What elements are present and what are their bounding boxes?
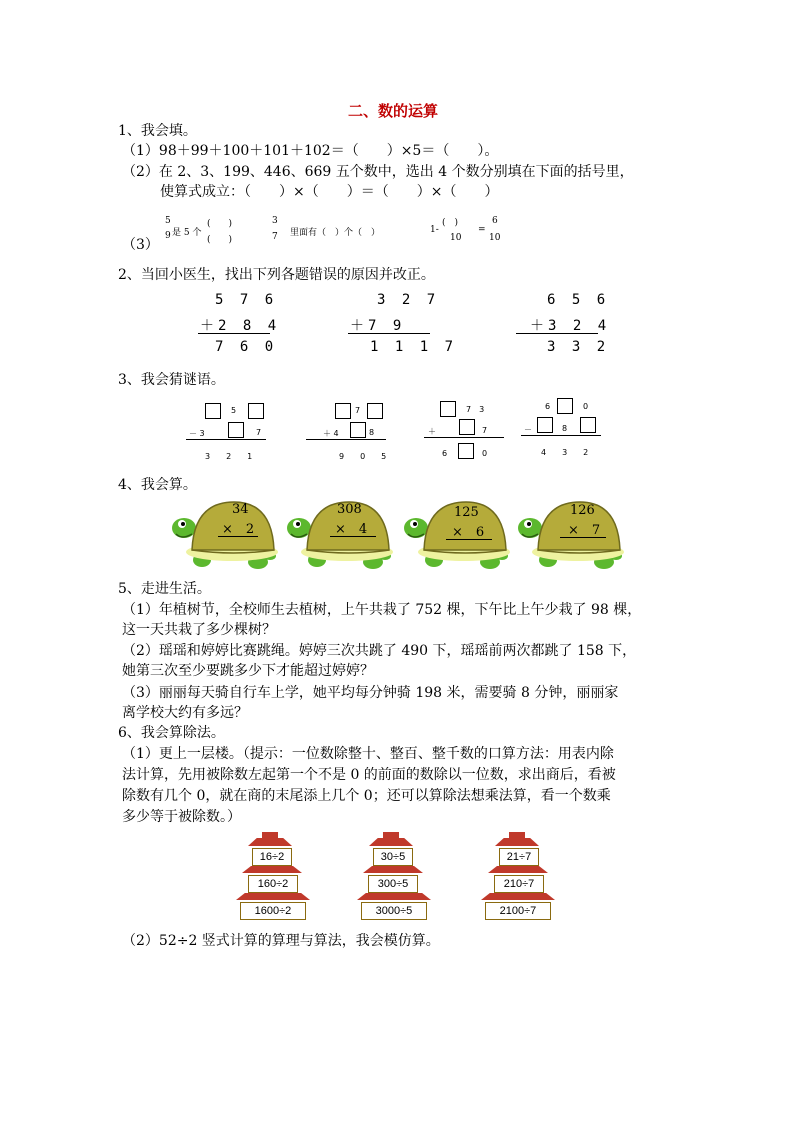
digit: 7 xyxy=(355,406,361,415)
question-1-3-label: （3） xyxy=(122,237,159,253)
question-6-1-line3: 除数有几个 0，就在商的末尾添上几个 0；还可以算除法想乘法算，看一个数乘 xyxy=(122,788,611,804)
pagoda-level-1: 30÷5 xyxy=(373,848,413,866)
pagoda-level-2: 160÷2 xyxy=(248,875,298,893)
turtle-4-line xyxy=(560,537,606,538)
question-5-2-line2: 她第三次至少要跳多少下才能超过婷婷？ xyxy=(122,663,374,679)
rule-line xyxy=(306,439,386,440)
sum-result: 1 1 1 7 xyxy=(370,339,458,355)
pagoda-level-2: 300÷5 xyxy=(368,875,418,893)
pagoda-roof xyxy=(236,893,310,900)
question-1-2-line1: （2）在 2、3、199、446、669 五个数中，选出 4 个数分别填在下面的括号里， xyxy=(122,164,634,180)
fraction-denominator: 9 xyxy=(165,231,171,241)
blank-box[interactable] xyxy=(248,403,264,419)
turtle-2-op: × 4 xyxy=(335,522,368,537)
page-title: 二、数的运算 xyxy=(348,102,439,120)
turtle-3-line xyxy=(446,539,492,540)
question-1-1: （1）98＋99＋100＋101＋102＝（ ）×5＝（ ）。 xyxy=(122,143,499,159)
equals-sign: = xyxy=(478,225,486,235)
pagoda-level-3: 3000÷5 xyxy=(361,902,427,920)
digit: 8 xyxy=(369,428,375,437)
pagoda-roof xyxy=(481,893,555,900)
digit: 7 xyxy=(256,428,262,437)
rule-line xyxy=(521,435,601,436)
blank-box[interactable] xyxy=(440,401,456,417)
fraction-denominator: 10 xyxy=(450,233,462,243)
blank-box[interactable] xyxy=(350,422,366,438)
sum-line xyxy=(516,333,598,334)
sum-line xyxy=(198,333,270,334)
section-4-heading: 4、我会算。 xyxy=(118,477,197,493)
digit: 8 xyxy=(562,424,568,433)
blank-box[interactable] xyxy=(557,398,573,414)
fraction-text: 里面有（ ）个（ ） xyxy=(290,228,381,238)
question-5-1-line2: 这一天共栽了多少棵树？ xyxy=(122,622,276,638)
pagoda-level-3: 1600÷2 xyxy=(240,902,306,920)
result-digit: 6 xyxy=(442,449,448,458)
one-minus: 1- xyxy=(430,225,439,235)
blank-box[interactable] xyxy=(537,417,553,433)
addend-bottom: ＋2 8 4 xyxy=(200,318,281,334)
turtle-4-top: 126 xyxy=(570,503,595,518)
blank-numerator: ( ) xyxy=(442,218,459,228)
addend-top: 6 5 6 xyxy=(547,292,610,308)
blank-numerator: ( ) xyxy=(207,219,233,229)
operator: － 3 xyxy=(189,429,205,438)
blank-box[interactable] xyxy=(205,403,221,419)
addend-top: 5 7 6 xyxy=(215,292,278,308)
question-6-1-line1: （1）更上一层楼。（提示：一位数除整十、整百、整千数的口算方法：用表内除 xyxy=(122,746,614,762)
pagoda-spire xyxy=(262,832,278,838)
rule-line xyxy=(424,437,504,438)
pagoda-roof xyxy=(369,838,413,846)
digit: 5 xyxy=(231,406,237,415)
sum-line xyxy=(348,333,430,334)
section-5-heading: 5、走进生活。 xyxy=(118,581,211,597)
section-6-heading: 6、我会算除法。 xyxy=(118,725,225,741)
turtle-1-top: 34 xyxy=(232,502,249,517)
operator: － xyxy=(524,425,532,434)
question-5-3-line2: 离学校大约有多远？ xyxy=(122,705,248,721)
fraction-numerator: 3 xyxy=(272,216,278,226)
result-numerator: 6 xyxy=(492,216,498,226)
question-5-1-line1: （1）年植树节，全校师生去植树，上午共栽了 752 棵，下午比上午少栽了 98 棵， xyxy=(122,602,642,618)
sum-result: 7 6 0 xyxy=(215,339,278,355)
pagoda-level-1: 21÷7 xyxy=(499,848,539,866)
question-6-2: （2）52÷2 竖式计算的算理与算法，我会模仿算。 xyxy=(122,933,440,949)
operator: ＋ 4 xyxy=(323,429,339,438)
result: 9 0 5 xyxy=(339,452,387,461)
digit: 0 xyxy=(583,402,589,411)
fraction-numerator: 5 xyxy=(165,216,171,226)
question-6-1-line2: 法计算，先用被除数左起第一个不是 0 的前面的数除以一位数，求出商后，看被 xyxy=(122,767,616,783)
blank-box[interactable] xyxy=(458,443,474,459)
digit: 6 xyxy=(545,402,551,411)
result: 3 2 1 xyxy=(205,452,253,461)
turtle-3-op: × 6 xyxy=(452,525,485,540)
pagoda-level-1: 16÷2 xyxy=(252,848,292,866)
question-6-1-line4: 多少等于被除数。） xyxy=(122,809,241,825)
operator: ＋ xyxy=(428,427,436,436)
blank-box[interactable] xyxy=(228,422,244,438)
pagoda-level-2: 210÷7 xyxy=(494,875,544,893)
fraction-denominator: 7 xyxy=(272,232,278,242)
question-1-2-line2: 使算式成立：（ ）×（ ）＝（ ）×（ ） xyxy=(160,184,499,200)
blank-denominator: ( ) xyxy=(207,235,233,245)
result-digit: 0 xyxy=(482,449,488,458)
pagoda-roof xyxy=(488,866,548,873)
result-denominator: 10 xyxy=(489,233,501,243)
turtle-1-op: × 2 xyxy=(222,522,255,537)
addend-bottom: ＋7 9 xyxy=(350,318,406,334)
pagoda-roof xyxy=(242,866,302,873)
pagoda-roof xyxy=(357,893,431,900)
pagoda-spire xyxy=(509,832,525,838)
fraction-text: 是 5 个 xyxy=(172,228,202,238)
turtle-2-top: 308 xyxy=(337,502,362,517)
section-1-heading: 1、我会填。 xyxy=(118,123,197,139)
blank-box[interactable] xyxy=(335,403,351,419)
section-3-heading: 3、我会猜谜语。 xyxy=(118,372,225,388)
pagoda-roof xyxy=(363,866,423,873)
blank-box[interactable] xyxy=(367,403,383,419)
blank-box[interactable] xyxy=(459,419,475,435)
rule-line xyxy=(186,439,266,440)
pagoda-spire xyxy=(383,832,399,838)
pagoda-level-3: 2100÷7 xyxy=(485,902,551,920)
turtle-2-line xyxy=(330,536,376,537)
turtle-3-top: 125 xyxy=(454,505,479,520)
blank-box[interactable] xyxy=(580,417,596,433)
sum-result: 3 3 2 xyxy=(547,339,610,355)
result: 4 3 2 xyxy=(541,448,589,457)
digits: 7 3 xyxy=(466,405,485,414)
question-5-3-line1: （3）丽丽每天骑自行车上学，她平均每分钟骑 198 米，需要骑 8 分钟，丽丽家 xyxy=(122,685,619,701)
section-2-heading: 2、当回小医生，找出下列各题错误的原因并改正。 xyxy=(118,267,435,283)
pagoda-roof xyxy=(248,838,292,846)
digit: 7 xyxy=(482,426,488,435)
addend-top: 3 2 7 xyxy=(377,292,440,308)
pagoda-roof xyxy=(495,838,539,846)
turtle-4-op: × 7 xyxy=(568,523,601,538)
addend-bottom: ＋3 2 4 xyxy=(530,318,611,334)
question-5-2-line1: （2）瑶瑶和婷婷比赛跳绳。婷婷三次共跳了 490 下，瑶瑶前两次都跳了 158 下， xyxy=(122,643,637,659)
turtle-1-line xyxy=(218,536,258,537)
